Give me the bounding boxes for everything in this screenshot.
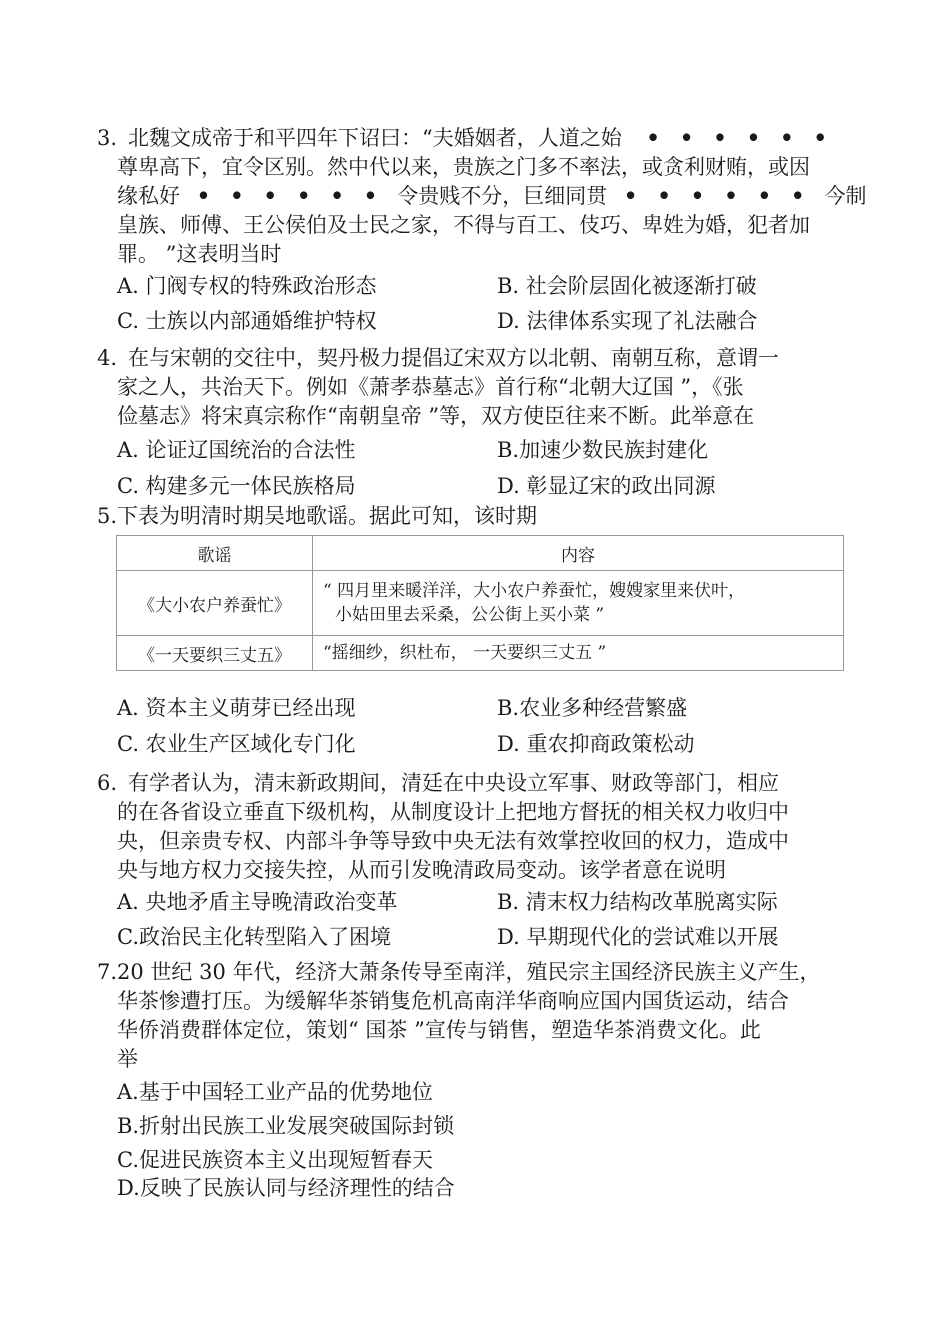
q6-stem-line2: 的在各省设立垂直下级机构，从制度设计上把地方督抚的相关权力收归中	[117, 800, 789, 824]
q3-option-d[interactable]: D. 法律体系实现了礼法融合	[497, 309, 758, 333]
q6-option-d[interactable]: D. 早期现代化的尝试难以开展	[497, 925, 779, 949]
table-header-ballad: 歌谣	[117, 536, 313, 571]
q4-stem-line2: 家之人，共治天下。例如《萧孝恭墓志》首行称“北朝大辽国 ”，《张	[117, 375, 744, 399]
q4-option-a[interactable]: A. 论证辽国统治的合法性	[117, 438, 356, 462]
ballad-name: 《大小农户养蚕忙》	[117, 571, 313, 636]
q3-stem-line4: 皇族、师傅、王公侯伯及士民之家，不得与百工、伎巧、卑姓为婚，犯者加	[117, 213, 810, 237]
ballad-content-line: “ 四月里来暖洋洋，大小农户养蚕忙，嫂嫂家里来伏叶，	[323, 581, 746, 601]
q4-stem-line1: 在与宋朝的交往中，契丹极力提倡辽宋双方以北朝、南朝互称，意谓一	[128, 346, 779, 370]
q4-option-d[interactable]: D. 彰显辽宋的政出同源	[497, 474, 716, 498]
ballad-content	[313, 571, 844, 636]
q3-text-3a: 缘私好	[117, 184, 180, 208]
table-row	[117, 636, 844, 671]
ballad-content: “摇细纱，织杜布， 一天要织三丈五 ”	[313, 636, 844, 671]
q3-emphasis-dots-3: ••••••	[623, 183, 825, 208]
q3-text-1: 北魏文成帝于和平四年下诏曰：“夫婚姻者，人道之始	[128, 126, 622, 150]
q5-option-d[interactable]: D. 重农抑商政策松动	[497, 732, 695, 756]
table-header-content: 内容	[313, 536, 844, 571]
q7-stem-line4: 举	[117, 1047, 138, 1071]
q5-option-b[interactable]: B.农业多种经营繁盛	[497, 696, 688, 720]
q7-option-c[interactable]: C.促进民族资本主义出现短暂春天	[117, 1148, 433, 1172]
table-header-row	[117, 536, 844, 571]
q3-option-b[interactable]: B. 社会阶层固化被逐渐打破	[497, 274, 757, 298]
q3-stem-line3	[117, 182, 866, 210]
q6-stem-line4: 央与地方权力交接失控，从而引发晚清政局变动。该学者意在说明	[117, 858, 726, 882]
q3-option-a[interactable]: A. 门阀专权的特殊政治形态	[117, 274, 377, 298]
ballad-table	[116, 535, 844, 671]
q3-text-3b: 令贵贱不分，巨细同贯	[397, 184, 608, 208]
q6-number: 6.	[97, 771, 118, 795]
q3-emphasis-dots-1: ••••••	[646, 125, 847, 150]
ballad-name: 《一天要织三丈五》	[117, 636, 313, 671]
q3-stem-line5: 罪。 ”这表明当时	[117, 242, 282, 266]
q6-option-b[interactable]: B. 清末权力结构改革脱离实际	[497, 890, 778, 914]
q7-stem-line2: 华茶惨遭打压。为缓解华茶销隻危机高南洋华商响应国内国货运动，结合	[117, 989, 789, 1013]
q5-option-c[interactable]: C. 农业生产区域化专门化	[117, 732, 356, 756]
q7-option-d[interactable]: D.反映了民族认同与经济理性的结合	[117, 1176, 455, 1200]
q7-stem-line1: 7.20 世纪 30 年代，经济大萧条传导至南洋，殖民宗主国经济民族主义产生，	[97, 960, 821, 984]
q3-number: 3.	[97, 126, 118, 150]
q3-option-c[interactable]: C. 士族以内部通婚维护特权	[117, 309, 377, 333]
ballad-content-line: 小姑田里去采桑，公公街上买小菜 ”	[335, 605, 605, 625]
q3-stem-line2: 尊卑高下，宜令区别。然中代以来，贵族之门多不率法，或贪利财贿，或因	[117, 155, 810, 179]
q4-option-c[interactable]: C. 构建多元一体民族格局	[117, 474, 356, 498]
q3-emphasis-dots-2: ••••••	[196, 183, 398, 208]
q7-stem-line3: 华侨消费群体定位，策划“ 国茶 ”宣传与销售，塑造华茶消费文化。此	[117, 1018, 761, 1042]
q5-option-a[interactable]: A. 资本主义萌芽已经出现	[117, 696, 356, 720]
q6-option-c[interactable]: C.政治民主化转型陷入了困境	[117, 925, 391, 949]
q3-text-3c: 今制	[824, 184, 867, 208]
q4-option-b[interactable]: B.加速少数民族封建化	[497, 438, 709, 462]
q3-stem-line1	[128, 124, 847, 152]
q4-stem-line3: 俭墓志》将宋真宗称作“南朝皇帝 ”等，双方使臣往来不断。此举意在	[117, 404, 755, 428]
q5-stem: 5.下表为明清时期吴地歌谣。据此可知，该时期	[97, 504, 538, 528]
q7-option-b[interactable]: B.折射出民族工业发展突破国际封锁	[117, 1114, 455, 1138]
q6-stem-line1: 有学者认为，清末新政期间，清廷在中央设立军事、财政等部门，相应	[128, 771, 779, 795]
q6-stem-line3: 央，但亲贵专权、内部斗争等导致中央无法有效掌控收回的权力，造成中	[117, 829, 789, 853]
q7-option-a[interactable]: A.基于中国轻工业产品的优势地位	[117, 1080, 433, 1104]
table-row	[117, 571, 844, 636]
q4-number: 4.	[97, 346, 118, 370]
q6-option-a[interactable]: A. 央地矛盾主导晚清政治变革	[117, 890, 398, 914]
